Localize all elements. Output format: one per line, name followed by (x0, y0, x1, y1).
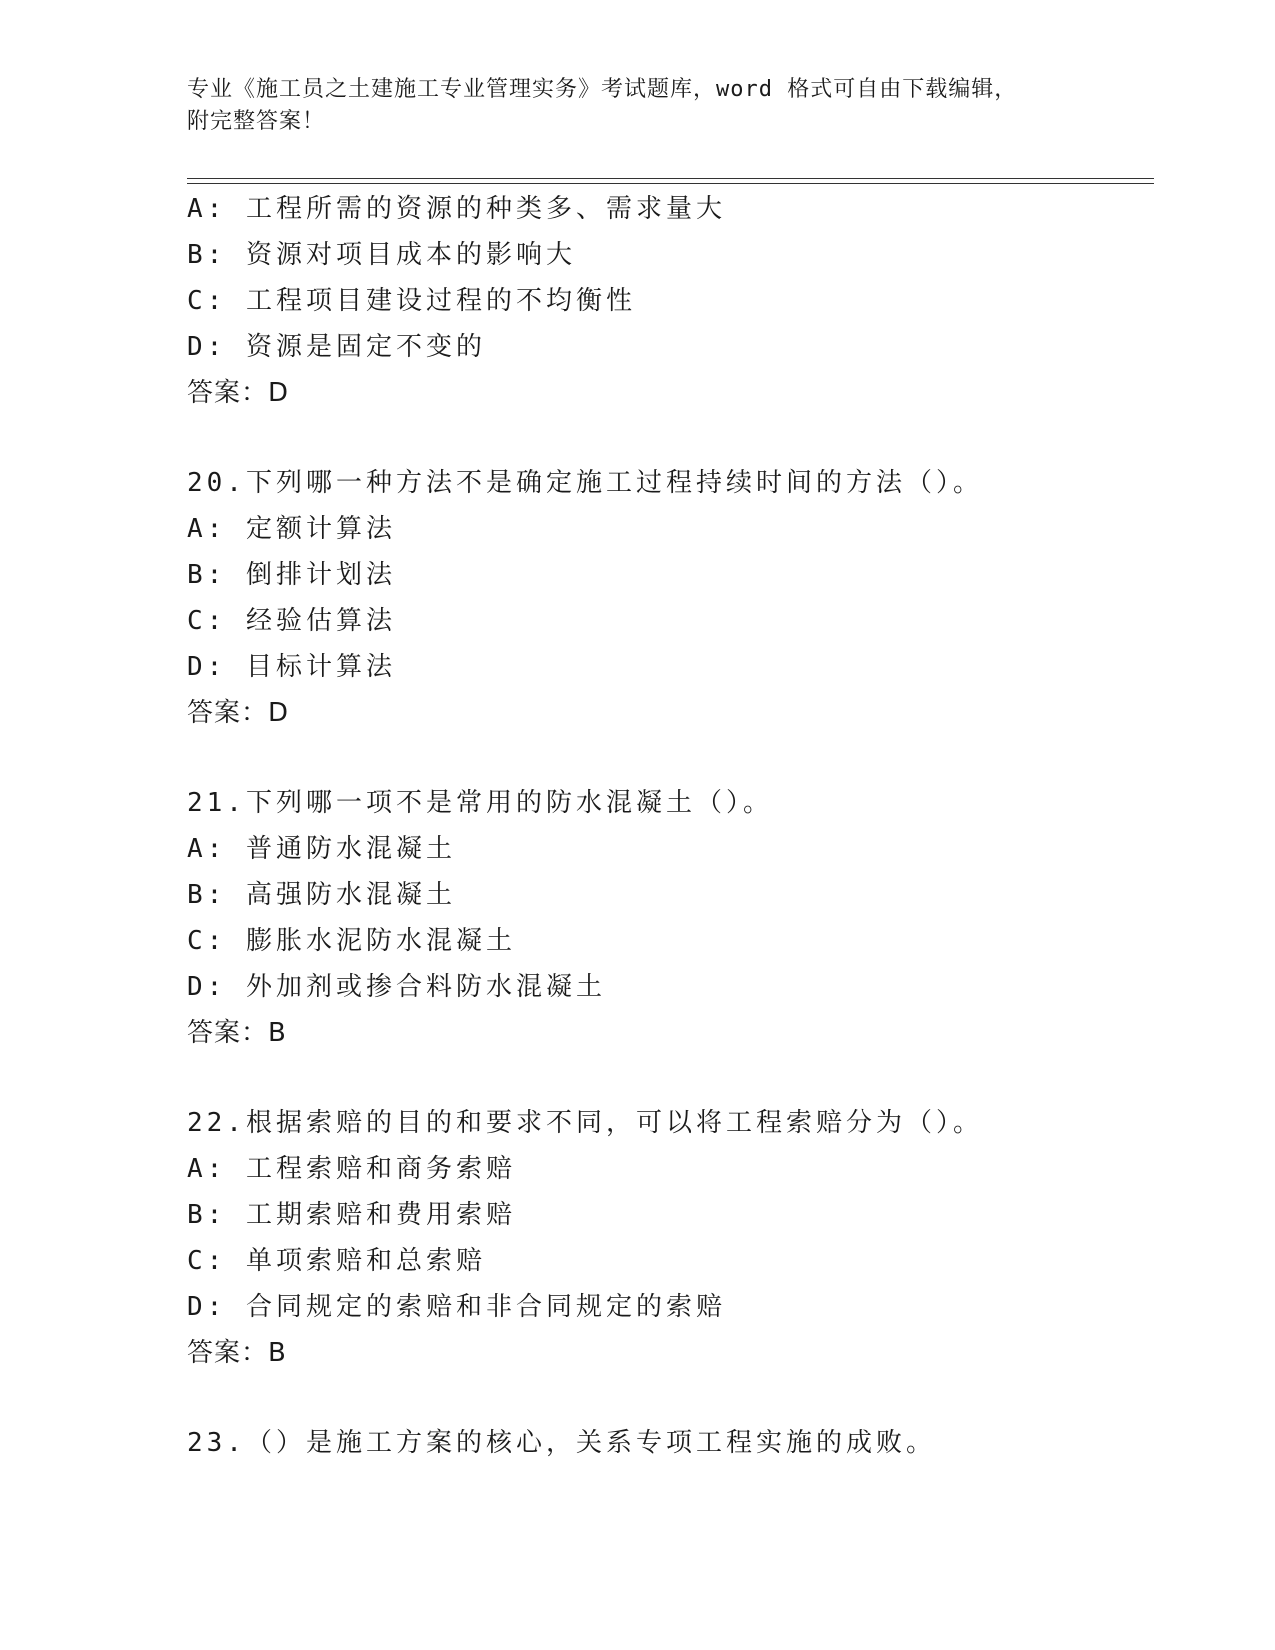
option-b: B: 高强防水混凝土 (187, 880, 456, 910)
option-b: B: 工期索赔和费用索赔 (187, 1200, 516, 1230)
option-a: A: 工程索赔和商务索赔 (187, 1154, 516, 1184)
option-a: A: 工程所需的资源的种类多、需求量大 (187, 194, 726, 224)
question-text: 21.下列哪一项不是常用的防水混凝土（）。 (187, 788, 773, 818)
question-block-21 (187, 780, 1147, 1056)
question-block-22 (187, 1100, 1147, 1376)
question-text: 23.（）是施工方案的核心，关系专项工程实施的成败。 (187, 1428, 936, 1458)
answer: 答案：D (187, 378, 290, 408)
option-a: A: 定额计算法 (187, 514, 396, 544)
option-c: C: 单项索赔和总索赔 (187, 1246, 486, 1276)
question-text: 22.根据索赔的目的和要求不同，可以将工程索赔分为（）。 (187, 1108, 983, 1138)
spacer (187, 416, 1147, 460)
question-block-23 (187, 1420, 1147, 1466)
answer: 答案：B (187, 1338, 287, 1368)
option-d: D: 目标计算法 (187, 652, 396, 682)
spacer (187, 736, 1147, 780)
header-line-1: 专业《施工员之土建施工专业管理实务》考试题库，word 格式可自由下载编辑， (187, 77, 1018, 102)
option-b: B: 倒排计划法 (187, 560, 396, 590)
option-c: C: 膨胀水泥防水混凝土 (187, 926, 516, 956)
option-d: D: 合同规定的索赔和非合同规定的索赔 (187, 1292, 726, 1322)
option-a: A: 普通防水混凝土 (187, 834, 456, 864)
option-c: C: 经验估算法 (187, 606, 396, 636)
spacer (187, 1056, 1147, 1100)
question-block-20 (187, 460, 1147, 736)
answer: 答案：B (187, 1018, 287, 1048)
option-d: D: 外加剂或掺合料防水混凝土 (187, 972, 606, 1002)
spacer (187, 1376, 1147, 1420)
header-divider (187, 178, 1154, 184)
question-block-19 (187, 186, 1147, 416)
header-line-2: 附完整答案！ (187, 109, 326, 134)
answer: 答案：D (187, 698, 290, 728)
option-d: D: 资源是固定不变的 (187, 332, 486, 362)
question-list (187, 186, 1147, 1466)
option-c: C: 工程项目建设过程的不均衡性 (187, 286, 636, 316)
question-text: 20.下列哪一种方法不是确定施工过程持续时间的方法（）。 (187, 468, 983, 498)
page-header (187, 74, 1087, 138)
option-b: B: 资源对项目成本的影响大 (187, 240, 576, 270)
